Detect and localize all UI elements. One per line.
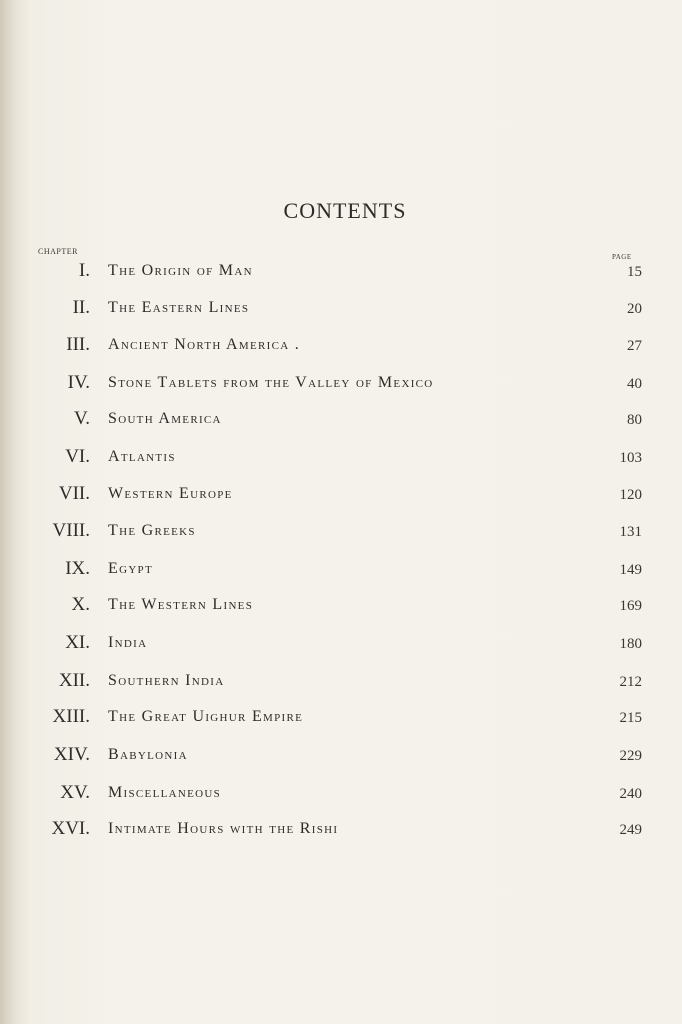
- toc-entry: [0, 782, 682, 812]
- chapter-number: IV.: [67, 372, 90, 393]
- chapter-column-header: CHAPTER: [38, 247, 78, 256]
- chapter-number: X.: [71, 594, 90, 615]
- page-number: 169: [619, 598, 642, 614]
- page-number: 131: [619, 524, 642, 540]
- chapter-number: VIII.: [52, 520, 90, 541]
- chapter-title: The Western Lines: [108, 596, 254, 613]
- chapter-title: Southern India: [108, 672, 225, 689]
- chapter-title: Atlantis: [108, 448, 176, 465]
- page-number: 212: [619, 674, 642, 690]
- chapter-title: The Origin of Man: [108, 262, 253, 279]
- page-number: 120: [619, 487, 642, 503]
- chapter-title: Babylonia: [108, 746, 188, 763]
- page-number: 240: [619, 786, 642, 802]
- chapter-title: Miscellaneous: [108, 784, 222, 801]
- toc-entry: [0, 558, 682, 588]
- chapter-number: XIV.: [53, 744, 90, 765]
- chapter-title: The Eastern Lines: [108, 299, 250, 316]
- chapter-title: The Great Uighur Empire: [108, 708, 304, 725]
- chapter-title: Ancient North America .: [108, 336, 301, 353]
- chapter-number: VII.: [58, 483, 90, 504]
- chapter-number: I.: [78, 260, 90, 281]
- toc-entry: [0, 372, 682, 402]
- chapter-title: Intimate Hours with the Rishi: [108, 820, 339, 837]
- page-column-header: PAGE: [612, 253, 632, 261]
- toc-entry: [0, 334, 682, 364]
- page-number: 20: [627, 301, 642, 317]
- chapter-number: XIII.: [52, 706, 90, 727]
- chapter-number: XI.: [65, 632, 90, 653]
- page-number: 103: [619, 450, 642, 466]
- page-number: 229: [619, 748, 642, 764]
- chapter-title: Egypt: [108, 560, 153, 577]
- chapter-title: South America: [108, 410, 222, 427]
- page-number: 180: [619, 636, 642, 652]
- chapter-title: Stone Tablets from the Valley of Mexico: [108, 374, 434, 391]
- chapter-number: XV.: [60, 782, 90, 803]
- page-number: 15: [627, 264, 642, 280]
- toc-entry: [0, 483, 682, 513]
- chapter-number: XVI.: [51, 818, 90, 839]
- toc-entry: [0, 632, 682, 662]
- toc-entry: [0, 670, 682, 700]
- toc-entry: [0, 520, 682, 550]
- toc-entry: [0, 744, 682, 774]
- chapter-title: India: [108, 634, 148, 651]
- toc-entry: [0, 260, 682, 290]
- chapter-number: IX.: [65, 558, 90, 579]
- toc-entry: [0, 594, 682, 624]
- toc-entry: [0, 818, 682, 848]
- toc-entry: [0, 408, 682, 438]
- toc-entry: [0, 446, 682, 476]
- toc-entry: [0, 297, 682, 327]
- page-number: 27: [627, 338, 642, 354]
- chapter-number: III.: [66, 334, 90, 355]
- page-title: CONTENTS: [283, 198, 407, 223]
- page-number: 40: [627, 376, 642, 392]
- chapter-number: VI.: [65, 446, 90, 467]
- chapter-number: V.: [73, 408, 90, 429]
- page-number: 249: [619, 822, 642, 838]
- chapter-number: XII.: [58, 670, 90, 691]
- page-number: 149: [619, 562, 642, 578]
- chapter-title: The Greeks: [108, 522, 196, 539]
- toc-entry: [0, 706, 682, 736]
- chapter-number: II.: [72, 297, 90, 318]
- page-number: 80: [627, 412, 642, 428]
- chapter-title: Western Europe: [108, 485, 233, 502]
- page-number: 215: [619, 710, 642, 726]
